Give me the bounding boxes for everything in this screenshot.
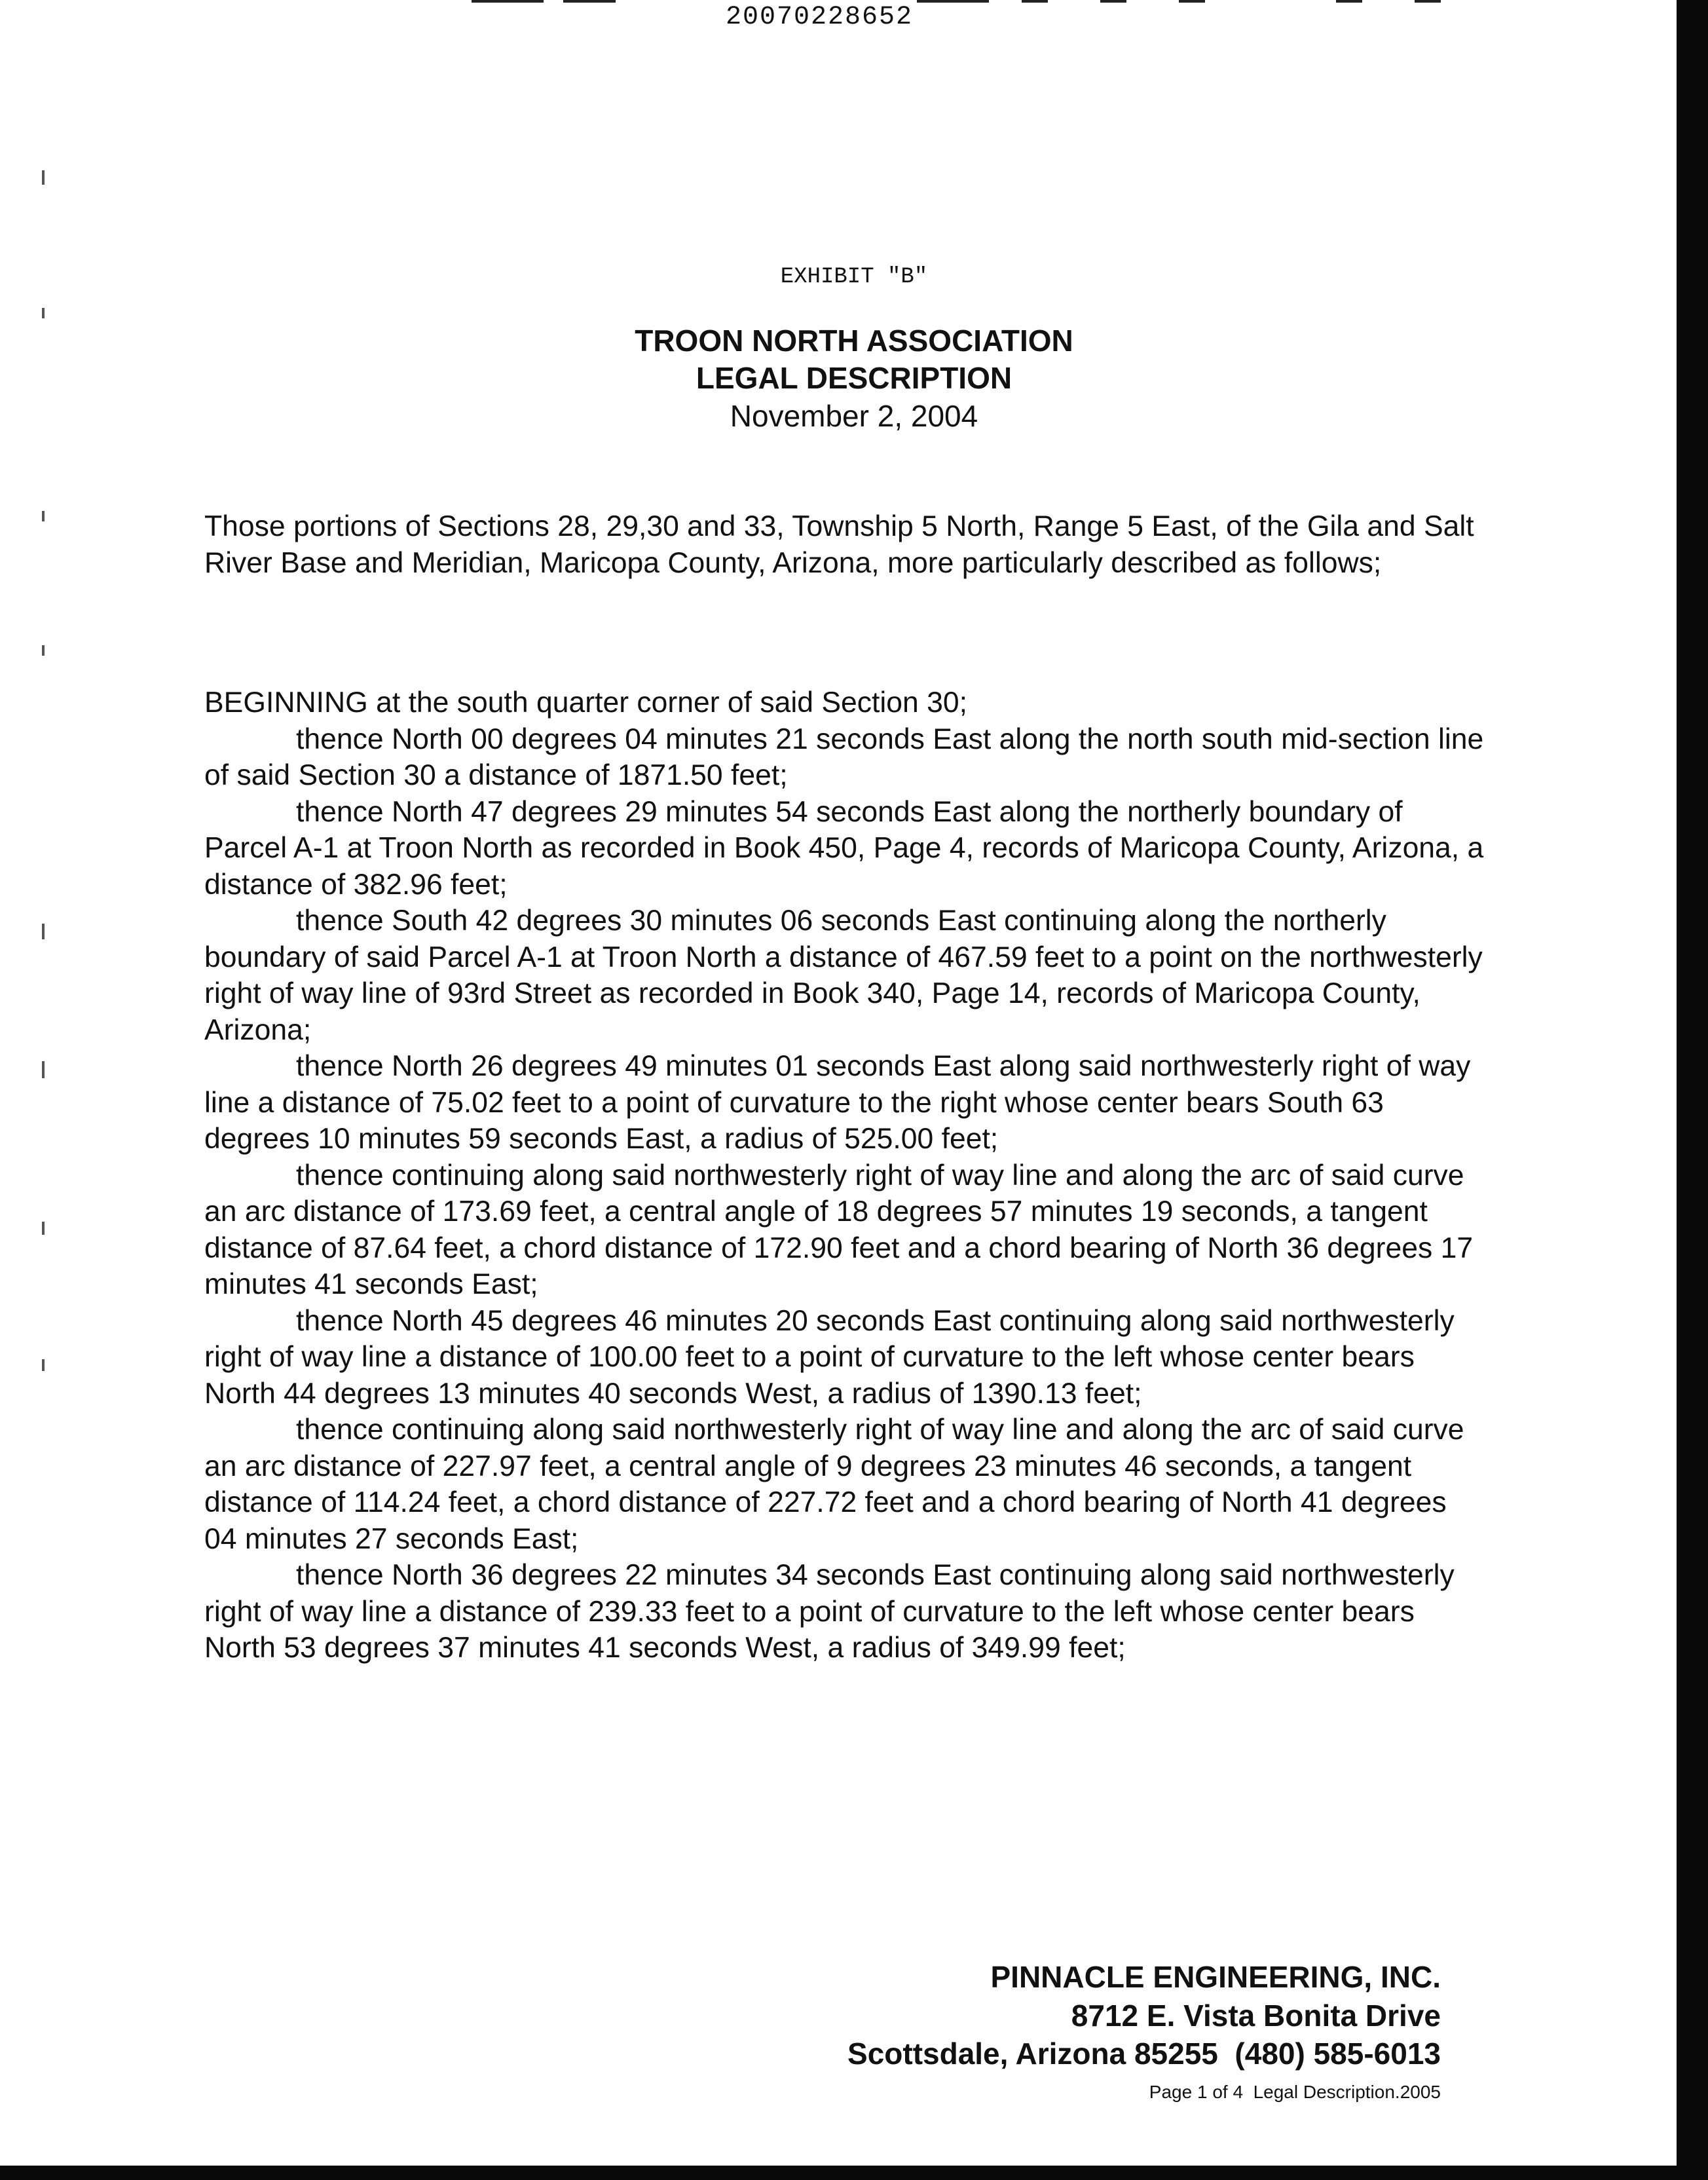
beginning-paragraph: BEGINNING at the south quarter corner of said Section 30;	[204, 686, 967, 719]
exhibit-label: EXHIBIT "B"	[780, 265, 928, 290]
course-paragraph: thence North 26 degrees 49 minutes 01 seconds East along said northwesterly right of way line a distance of 75.02 feet to a point of curvature to the right whose center bears South 63 degrees 10 minutes 59 seconds East, a radius of 525.00 feet;	[204, 1050, 1471, 1155]
scan-edge-mark	[1022, 0, 1048, 3]
scan-speck	[42, 645, 45, 656]
course-paragraph: thence North 00 degrees 04 minutes 21 seconds East along the north south mid-section line of said Section 30 a distance of 1871.50 feet;	[204, 723, 1484, 791]
scan-speck	[42, 170, 45, 185]
scan-edge-mark	[563, 0, 616, 3]
document-title: TROON NORTH ASSOCIATION	[635, 324, 1073, 358]
company-address: 8712 E. Vista Bonita Drive	[1071, 1999, 1441, 2033]
document-date: November 2, 2004	[730, 399, 978, 433]
course-paragraph: thence North 45 degrees 46 minutes 20 seconds East continuing along said northwesterly right of way line a distance of 100.00 feet to a point of curvature to the left whose center bears North 44 degrees 13 minutes 40 seconds West, a radius of 1390.13 feet;	[204, 1304, 1455, 1410]
legal-description	[204, 685, 1485, 1666]
page-indicator: Page 1 of 4 Legal Description.2005	[1149, 2082, 1441, 2102]
intro-paragraph: Those portions of Sections 28, 29,30 and 33, Township 5 North, Range 5 East, of the Gila and Salt River Base and Meridian, Maricopa County, Arizona, more particularly described as follows;	[204, 510, 1474, 579]
scan-speck	[42, 511, 45, 521]
company-city-phone: Scottsdale, Arizona 85255 (480) 585-6013	[847, 2037, 1441, 2071]
scan-speck	[42, 1359, 45, 1371]
scan-edge-mark	[917, 0, 989, 3]
scan-edge-mark	[472, 0, 544, 3]
scan-speck	[42, 1061, 45, 1078]
course-paragraph: thence continuing along said northwesterly right of way line and along the arc of said curve an arc distance of 227.97 feet, a central angle of 9 degrees 23 minutes 46 seconds, a tangent distance of 114.24 feet, a chord distance of 227.72 feet and a chord bearing of North 41 degrees 04 minutes 27 seconds East;	[204, 1414, 1464, 1555]
company-name: PINNACLE ENGINEERING, INC.	[990, 1960, 1441, 1994]
course-paragraph: thence continuing along said northwesterly right of way line and along the arc of said curve an arc distance of 173.69 feet, a central angle of 18 degrees 57 minutes 19 seconds, a tangent distance of 87.64 feet, a chord distance of 172.90 feet and a chord bearing of North 36 degrees 17 minutes 41 seconds East;	[204, 1159, 1474, 1300]
scan-edge-mark	[1336, 0, 1362, 3]
scan-speck	[42, 308, 45, 318]
scan-border-bottom	[0, 2166, 1708, 2180]
course-paragraph: thence South 42 degrees 30 minutes 06 seconds East continuing along the northerly boundary of said Parcel A-1 at Troon North a distance of 467.59 feet to a point on the northwesterly right of way line of 93rd Street as recorded in Book 340, Page 14, records of Maricopa County, Arizona;	[204, 905, 1483, 1046]
course-paragraph: thence North 47 degrees 29 minutes 54 seconds East along the northerly boundary of Parcel A-1 at Troon North as recorded in Book 450, Page 4, records of Maricopa County, Arizona, a distance of 382.96 feet;	[204, 795, 1484, 901]
document-subtitle: LEGAL DESCRIPTION	[696, 361, 1012, 395]
scan-speck	[42, 1222, 45, 1235]
recording-number: 20070228652	[726, 3, 914, 32]
scan-speck	[42, 924, 45, 939]
course-paragraph: thence North 36 degrees 22 minutes 34 seconds East continuing along said northwesterly right of way line a distance of 239.33 feet to a point of curvature to the left whose center bears North 53 degrees 37 minutes 41 seconds West, a radius of 349.99 feet;	[204, 1559, 1455, 1664]
scan-edge-mark	[1415, 0, 1441, 3]
scan-edge-mark	[1100, 0, 1126, 3]
scan-edge-mark	[1179, 0, 1205, 3]
scan-border-right	[1677, 0, 1708, 2180]
